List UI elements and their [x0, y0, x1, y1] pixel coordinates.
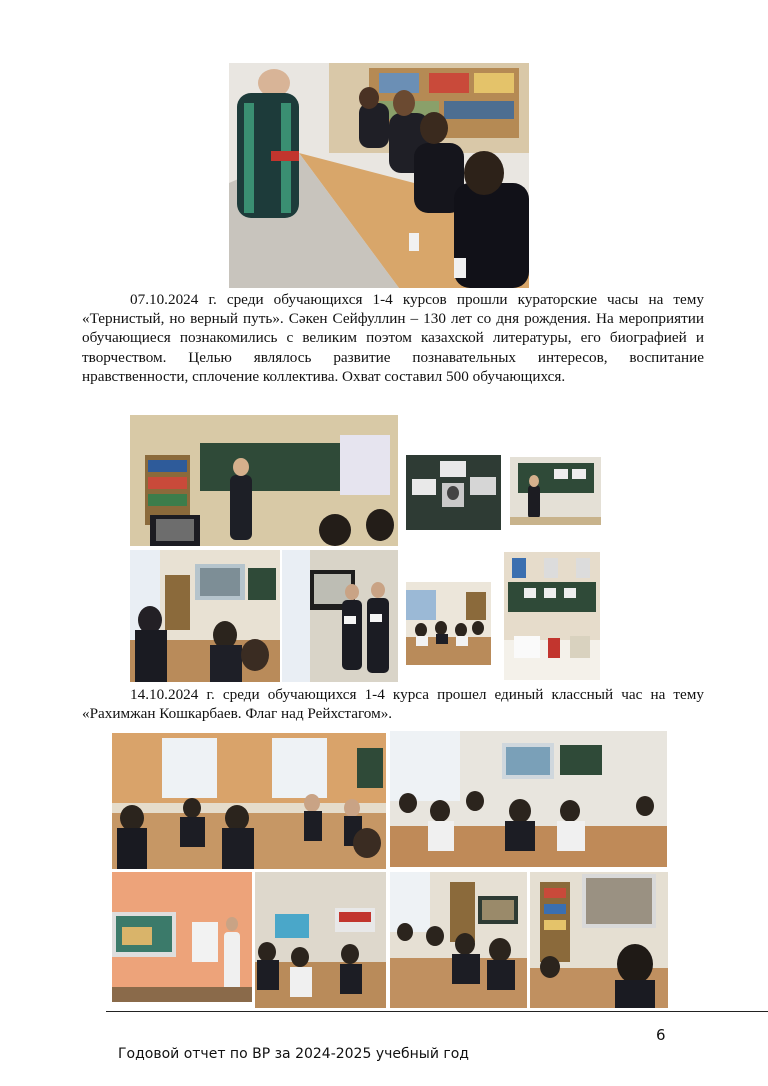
photo-presenter-orange-room: [112, 872, 252, 1002]
page-number: 6: [656, 1026, 666, 1044]
paragraph-koshkarbaev-event: [82, 685, 704, 723]
footer-divider: [106, 1011, 768, 1012]
photo-classroom-students-back: [112, 733, 386, 869]
photo-student-facing-screen: [530, 872, 668, 1008]
photo-classroom-with-screen: [390, 731, 667, 867]
photo-classroom-presentation: [130, 550, 280, 682]
photo-portraits-on-board: [406, 455, 501, 530]
photo-teacher-with-students: [229, 63, 529, 288]
photo-classroom-projector: [255, 872, 386, 1008]
photo-exhibition-stand: [504, 552, 600, 680]
photo-classroom-audience: [406, 582, 491, 665]
photo-students-at-desks: [390, 872, 527, 1008]
paragraph-1-text: 07.10.2024 г. среди обучающихся 1-4 курсов прошли кураторские часы на тему «Тернистый, но верный путь». Сәкен Сейфуллин – 130 лет со дня рождения. На мероприятии обучающиеся познакомились с великим поэтом казахской литературы, его биографией и творчеством. Целью являлось развитие познавательных интересов, воспитание нравственности, сплочение коллектива. Охват составил 500 обучающихся.: [82, 291, 704, 385]
paragraph-2-text: 14.10.2024 г. среди обучающихся 1-4 курса прошел единый классный час на тему «Рахимжан Кошкарбаев. Флаг над Рейхстагом».: [82, 686, 704, 723]
photo-speaker-at-blackboard: [130, 415, 398, 546]
paragraph-seifullin-event: [82, 290, 704, 386]
footer-report-title: Годовой отчет по ВР за 2024-2025 учебный год: [118, 1046, 469, 1062]
photo-girl-presenting: [510, 457, 601, 525]
photo-two-students-reading: [282, 550, 398, 682]
